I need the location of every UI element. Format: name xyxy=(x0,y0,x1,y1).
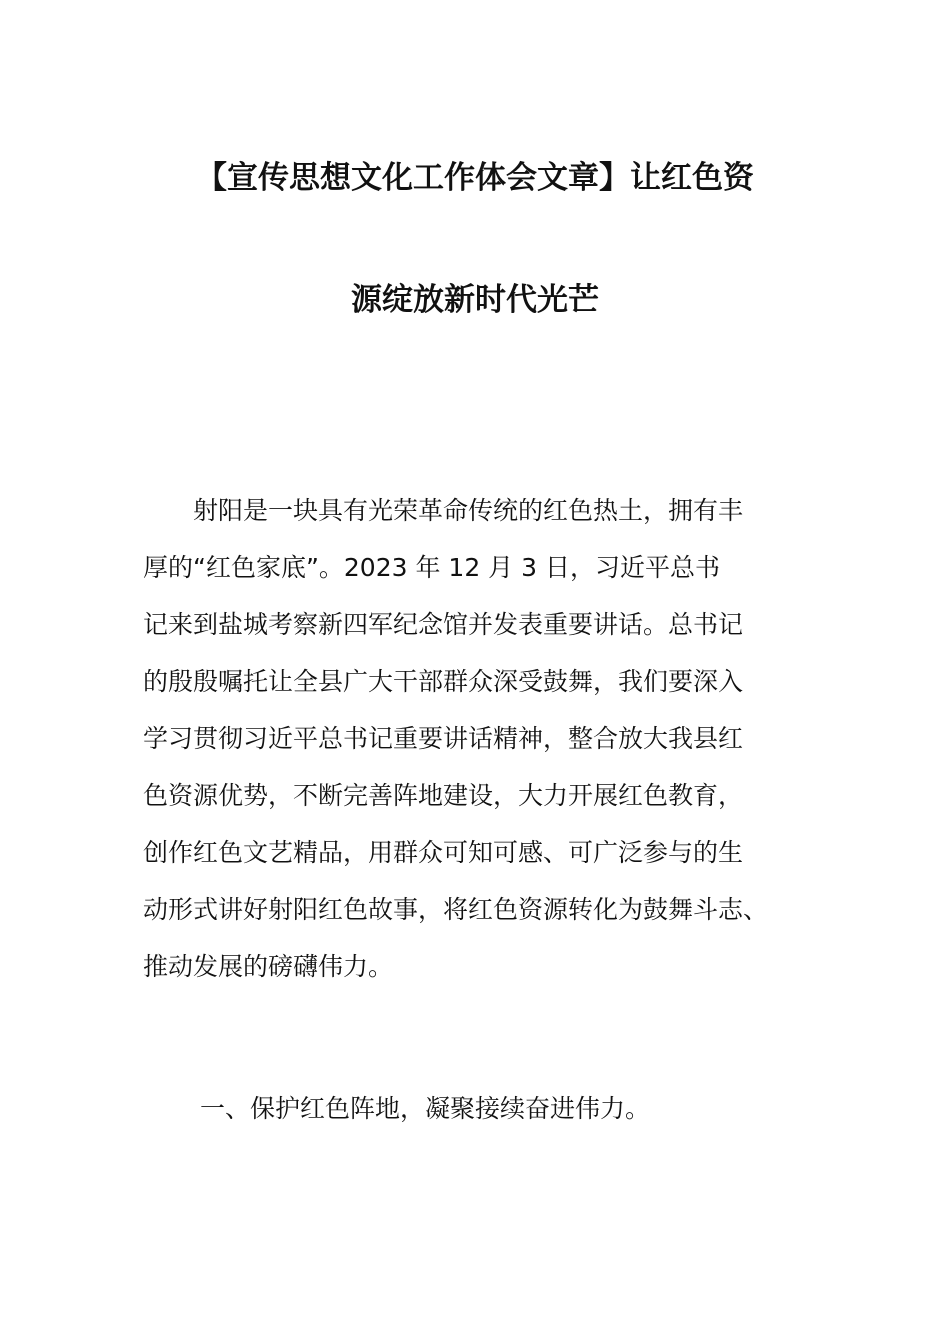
document-title-line-1: 【宣传思想文化工作体会文章】让红色资 xyxy=(196,160,754,196)
paragraph-line: 推动发展的磅礴伟力。 xyxy=(143,952,394,981)
paragraph-line: 动形式讲好射阳红色故事，将红色资源转化为鼓舞斗志、 xyxy=(143,895,769,924)
paragraph-line: 色资源优势，不断完善阵地建设，大力开展红色教育， xyxy=(143,781,744,810)
paragraph-line: 厚的“红色家底”。2023 年 12 月 3 日，习近平总书 xyxy=(143,553,720,582)
paragraph-line: 创作红色文艺精品，用群众可知可感、可广泛参与的生 xyxy=(143,838,744,867)
paragraph-line: 记来到盐城考察新四军纪念馆并发表重要讲话。总书记 xyxy=(143,610,744,639)
section-heading: 一、保护红色阵地，凝聚接续奋进伟力。 xyxy=(200,1094,651,1123)
document-title-line-2: 源绽放新时代光芒 xyxy=(351,282,599,318)
paragraph-line: 射阳是一块具有光荣革命传统的红色热土，拥有丰 xyxy=(143,496,744,525)
paragraph-line: 的殷殷嘱托让全县广大干部群众深受鼓舞，我们要深入 xyxy=(143,667,744,696)
paragraph-line: 学习贯彻习近平总书记重要讲话精神，整合放大我县红 xyxy=(143,724,744,753)
